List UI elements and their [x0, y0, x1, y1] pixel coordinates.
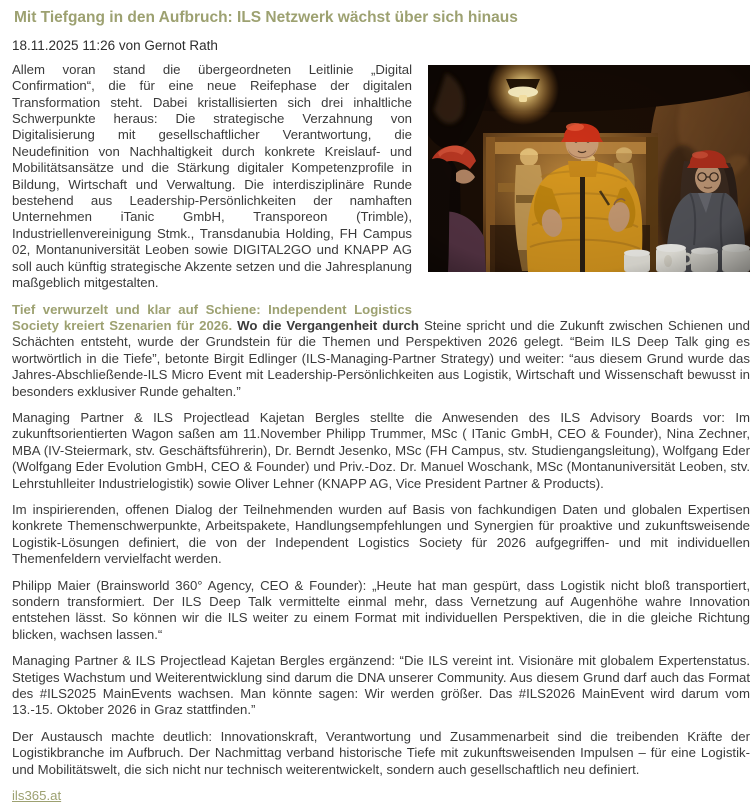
article-photo [428, 65, 750, 272]
mine-photo-illustration [428, 65, 750, 272]
subheading-olive: Tief verwurzelt und klar auf Schiene: Independent Logistics Society kreiert Szenarien für 2026. [12, 301, 412, 333]
page-title: Mit Tiefgang in den Aufbruch: ILS Netzwerk wächst über sich hinaus [14, 9, 518, 26]
paragraph-dialog: Im inspirierenden, offenen Dialog der Teilnehmenden wurden auf Basis von fachkundigen Daten und globalen Expertisen konkrete Themenschwerpunkte, Arbeitspakete, Handlungsempfehlungen und Synergien für proaktive und zukunftsweisende Logistik-Lösungen definiert, die von der Independent Logistics Society für 2026 aufgegriffen- und mit individuellen Themenfeldern vervielfacht werden. [12, 501, 750, 567]
subheading-bold-black: Wo die Vergangenheit durch [237, 317, 419, 333]
paragraph-advisory-board: Managing Partner & ILS Projectlead Kajetan Bergles stellte die Anwesenden des ILS Advisory Boards vor: Im zukunftsorientierten Wagon saßen am 11.November Philipp Trummer, MSc ( ITanic GmbH, CEO & Founder), Nina Zechner, MBA (IV-Steiermark, stv. Geschäftsführerin), Dr. Berndt Jesenko, MSc (FH Campus, stv. Studiengangsleitung), Wolfgang Eder (Wolfgang Eder Evolution GmbH, CEO & Founder) und Priv.-Doz. Dr. Manuel Woschank, MSc (Montanuniversität Leoben, stv. Lehrstuhlleiter Industrielogistik) sowie Oliver Lehner (KNAPP AG, Vice President Partner & Products). [12, 409, 750, 491]
byline: 18.11.2025 11:26 von Gernot Rath [12, 37, 218, 53]
paragraph-deep-talk [12, 302, 750, 400]
paragraph-conclusion: Der Austausch machte deutlich: Innovationskraft, Verantwortung und Zusammenarbeit sind die treibenden Kräfte der Logistikbranche im Aufbruch. Der Nachmittag verband historische Tiefe mit zukunftsweisenden Impulsen – für eine Logistik- und Mobilitätswelt, die sich nicht nur technisch weiterentwickelt, sondern auch gesellschaftlich neu definiert. [12, 728, 750, 777]
paragraph-bergles-quote: Managing Partner & ILS Projectlead Kajetan Bergles ergänzend: “Die ILS vereint int. Visionäre mit globalem Expertenstatus. Stetiges Wachstum und Weiterentwicklung sind darum die DNA unserer Community. Aus diesem Grund darf auch das Format des #ILS2025 MainEvents wachsen. Man könnte sagen: Wir werden größer. Das #ILS2026 MainEvent wird darum vom 13.-15. Oktober 2026 in Graz stattfinden.” [12, 653, 750, 718]
paragraph-deep-talk-text: Steine spricht und die Zukunft zwischen Schienen und Schächten entsteht, wurde der Grundstein für die Themen und Perspektiven 2026 gelegt. “Beim ILS Deep Talk ging es wortwörtlich in die Tiefe”, betonte Birgit Edlinger (ILS-Managing-Partner Strategy) und weiter: “aus diesem Grund wurde das Jahres-Abschließende-ILS Micro Event mit Leadership-Persönlichkeiten aus Logistik, Wirtschaft und Wissenschaft bewusst in besonders exklusiver Runde gehalten.” [12, 317, 750, 399]
article-body [12, 62, 750, 805]
footer-link-row [12, 788, 750, 804]
paragraph-intro-text: Allem voran stand die übergeordneten Leitlinie „Digital Confirmation“, die für eine neue Reifephase der digitalen Transformation steht. Dabei kristallisierten sich drei inhaltliche Schwerpunkte heraus: Die strategische Verzahnung von Digitalisierung mit gesellschaftlicher Verantwortung, die Neudefinition von Nachhaltigkeit durch konkrete Kreislauf- und Mobilitätsansätze und die Stärkung digitaler Kompetenzprofile in Bildung, Wirtschaft und Verwaltung. Die interdisziplinäre Runde bestehend aus Leadership-Persönlichkeiten der namhaften Unternehmen iTanic GmbH, Transporeon (Trimble), Industriellenvereinigung Stmk., Transdanubia Holding, FH Campus 02, Montanuniversität Leoben sowie DIGITAL2GO und KNAPP AG soll auch künftig strategische Akzente setzen und die Jahresplanung maßgeblich mitgestalten. [12, 61, 412, 291]
ils365-link[interactable]: ils365.at [12, 788, 62, 804]
paragraph-maier-quote: Philipp Maier (Brainsworld 360° Agency, CEO & Founder): „Heute hat man gespürt, dass Logistik nicht bloß transportiert, sondern transformiert. Der ILS Deep Talk vermittelte einmal mehr, dass Vernetzung auf Augenhöhe wahre Innovation entstehen lässt. So können wir die ILS weiter zu einem Format mit individuellen Perspektiven, die in die gleiche Richtung blicken, wachsen lassen.“ [12, 577, 750, 642]
